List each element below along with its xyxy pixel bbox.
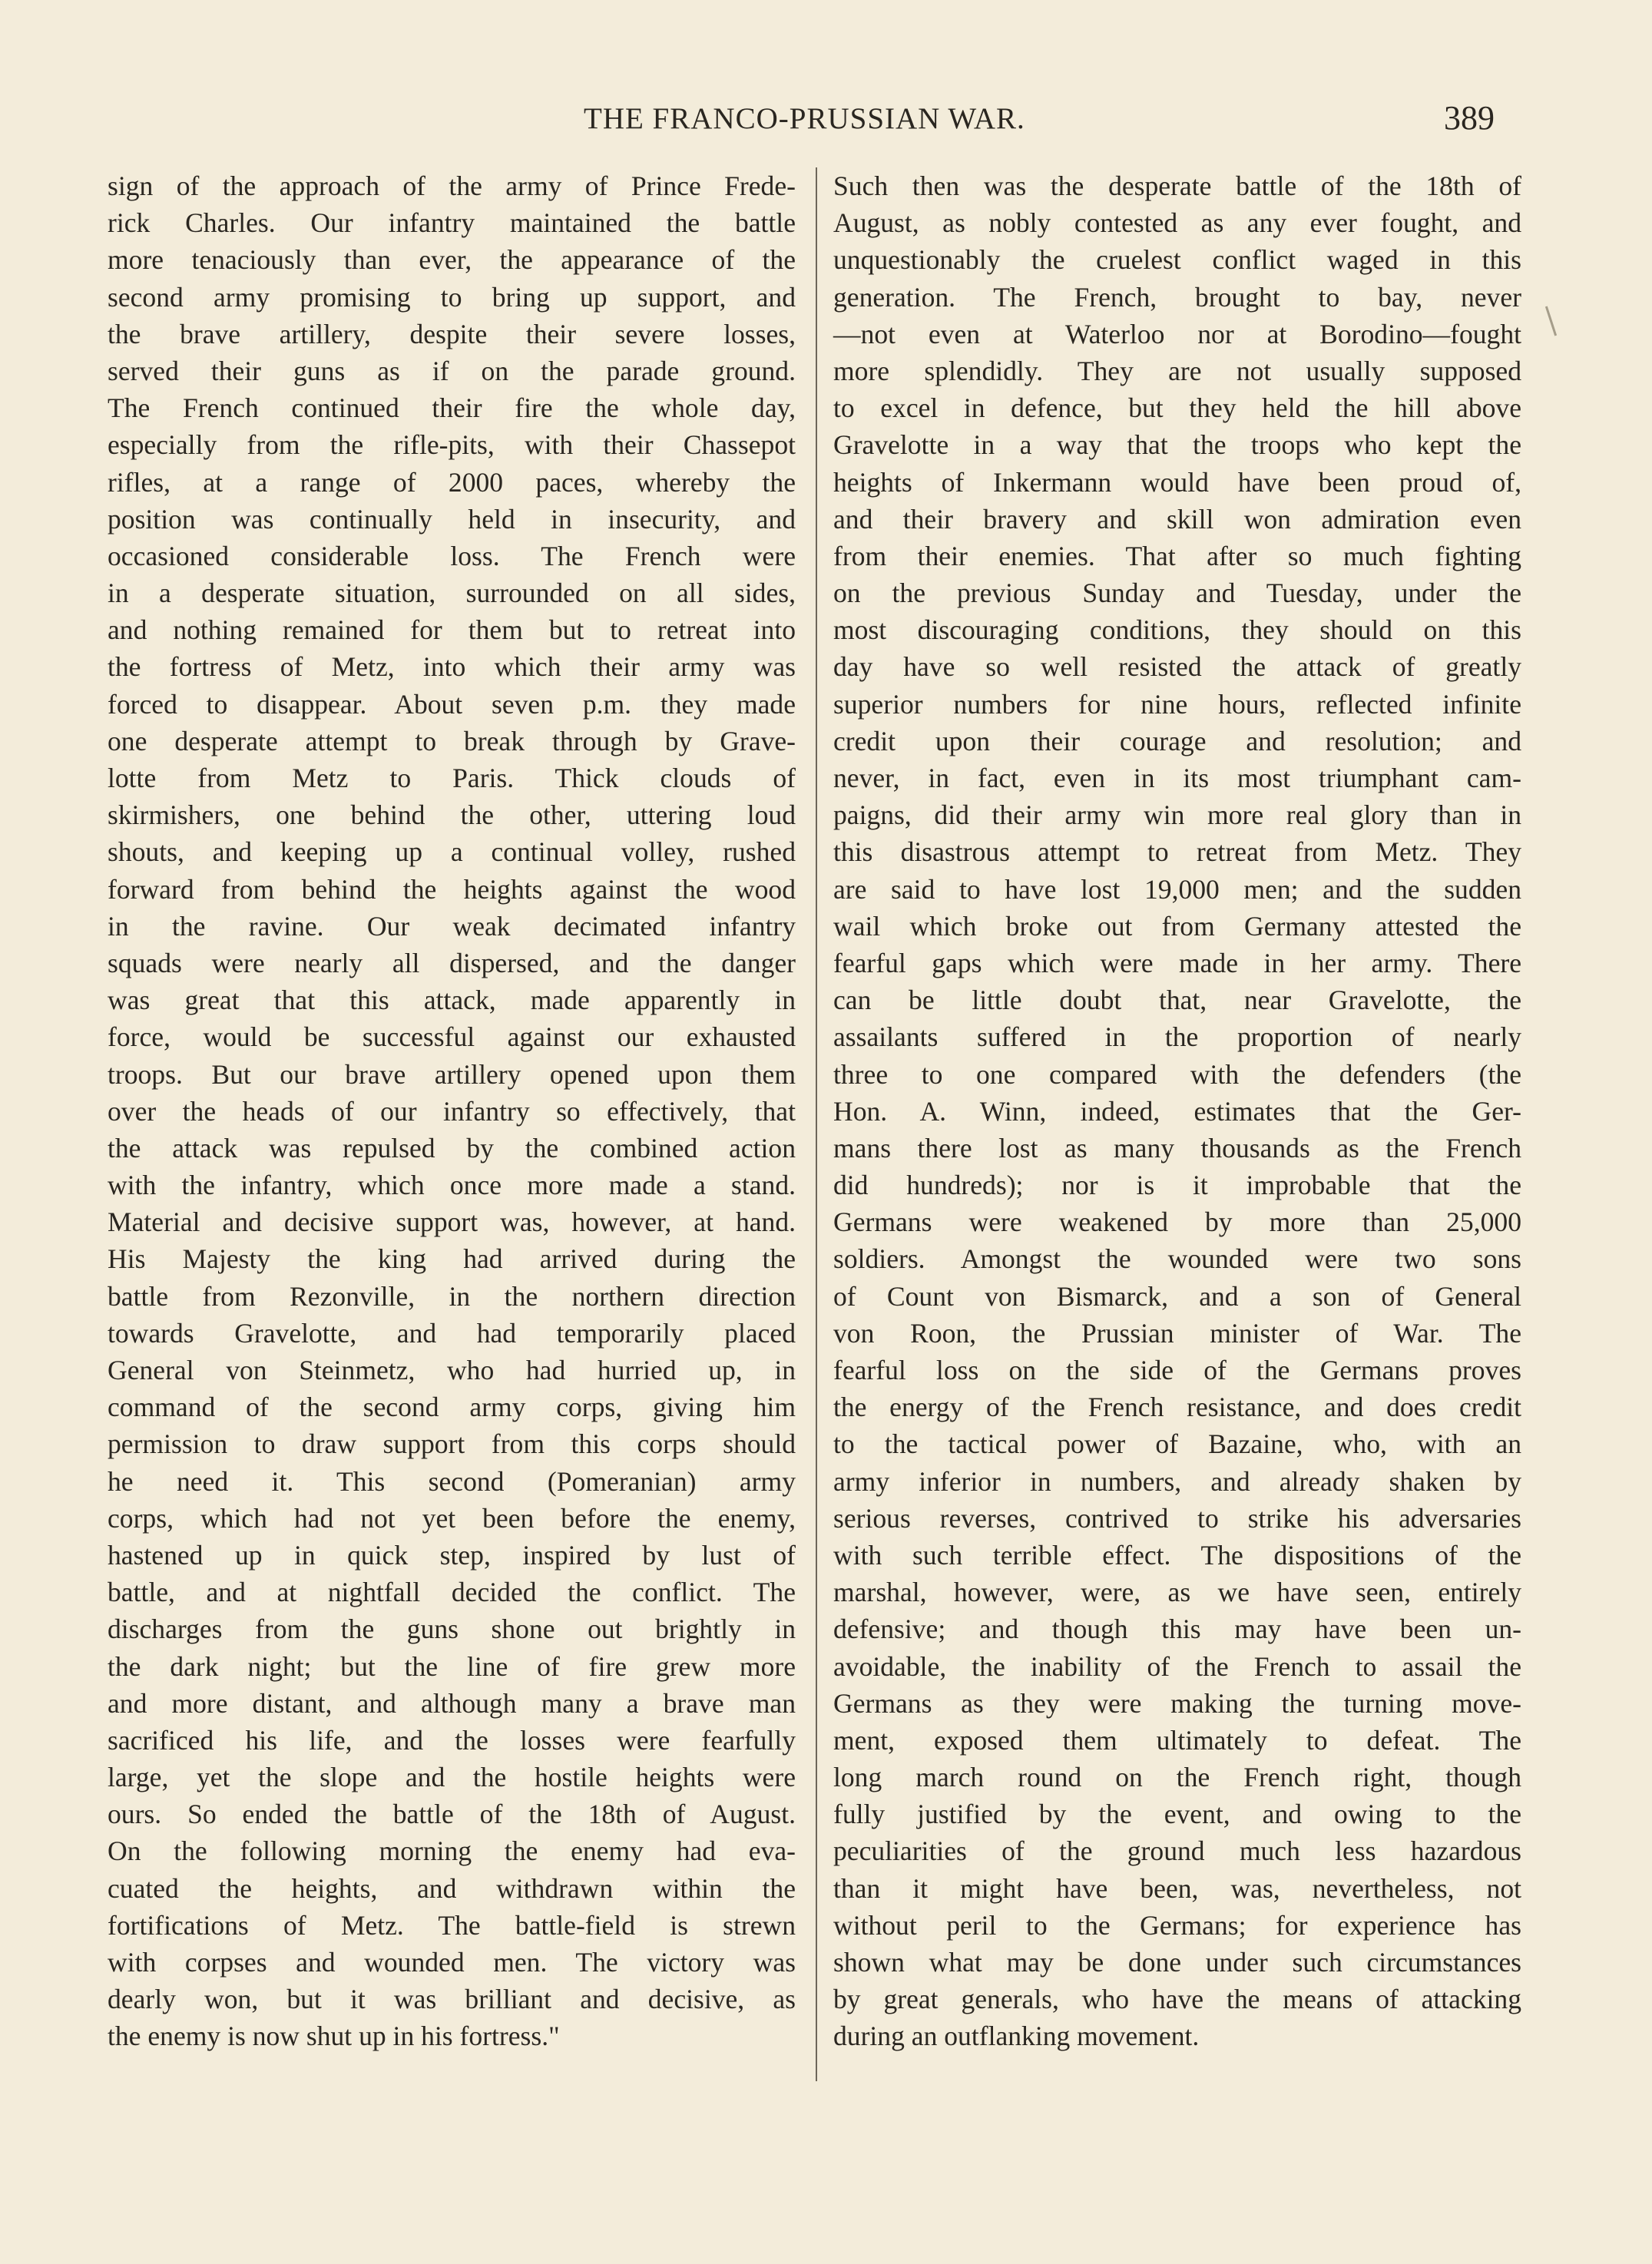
text-line: credit upon their courage and resolution; and — [833, 725, 1521, 756]
text-line: Material and decisive support was, however, at hand. — [108, 1206, 796, 1238]
text-line: battle, and at nightfall decided the conflict. The — [108, 1577, 796, 1608]
text-line: ours. So ended the battle of the 18th of August. — [108, 1799, 796, 1830]
text-line: serious reverses, contrived to strike his adversaries — [833, 1502, 1521, 1534]
text-line: one desperate attempt to break through by Grave- — [108, 725, 796, 756]
text-line: fearful gaps which were made in her army. There — [833, 947, 1521, 978]
text-line: this disastrous attempt to retreat from Metz. They — [833, 836, 1521, 868]
text-line: rifles, at a range of 2000 paces, whereby the — [108, 466, 796, 498]
text-line: second army promising to bring up support, and — [108, 281, 796, 313]
text-line: than it might have been, was, nevertheless, not — [833, 1872, 1521, 1904]
text-line: forward from behind the heights against the wood — [108, 873, 796, 905]
text-line: towards Gravelotte, and had temporarily placed — [108, 1317, 796, 1349]
text-line: lotte from Metz to Paris. Thick clouds of — [108, 763, 796, 793]
text-line: peculiarities of the ground much less hazardous — [833, 1835, 1521, 1867]
text-line: more splendidly. They are not usually supposed — [833, 355, 1521, 386]
text-line: generation. The French, brought to bay, never — [833, 281, 1521, 313]
text-line: by great generals, who have the means of attacking — [833, 1984, 1521, 2015]
text-line: fully justified by the event, and owing to the — [833, 1799, 1521, 1830]
text-line: heights of Inkermann would have been proud of, — [833, 466, 1521, 498]
text-line: more tenaciously than ever, the appearance of the — [108, 244, 796, 276]
text-line: most discouraging conditions, they should on this — [833, 614, 1521, 646]
text-line: sign of the approach of the army of Prince Frede- — [108, 170, 796, 201]
text-line: served their guns as if on the parade ground. — [108, 355, 796, 386]
text-line: avoidable, the inability of the French to assail the — [833, 1650, 1521, 1682]
text-line: in a desperate situation, surrounded on all sides, — [108, 578, 796, 609]
text-line: the attack was repulsed by the combined action — [108, 1132, 796, 1163]
text-line: marshal, however, were, as we have seen, entirely — [833, 1577, 1521, 1608]
text-line: never, in fact, even in its most triumphant cam- — [833, 763, 1521, 793]
text-line: position was continually held in insecurity, and — [108, 503, 796, 535]
text-line: permission to draw support from this corps should — [108, 1428, 796, 1460]
text-line: force, would be successful against our exhausted — [108, 1021, 796, 1053]
text-line: the energy of the French resistance, and does credit — [833, 1392, 1521, 1423]
text-line: General von Steinmetz, who had hurried up, in — [108, 1355, 796, 1385]
text-line: on the previous Sunday and Tuesday, under the — [833, 578, 1521, 609]
text-line: —not even at Waterloo nor at Borodino—fought — [833, 318, 1521, 349]
margin-mark — [1545, 306, 1557, 336]
text-line: von Roon, the Prussian minister of War. The — [833, 1317, 1521, 1349]
text-line: fearful loss on the side of the Germans proves — [833, 1355, 1521, 1385]
text-line: the enemy is now shut up in his fortress." — [108, 2021, 560, 2052]
text-line: mans there lost as many thousands as the French — [833, 1132, 1521, 1163]
text-line: defensive; and though this may have been un- — [833, 1614, 1521, 1645]
page-number: 389 — [1444, 99, 1495, 137]
text-line: Germans were weakened by more than 25,000 — [833, 1206, 1521, 1238]
text-line: long march round on the French right, though — [833, 1762, 1521, 1793]
text-line: assailants suffered in the proportion of nearly — [833, 1021, 1521, 1053]
text-line: skirmishers, one behind the other, uttering loud — [108, 799, 796, 831]
text-line: did hundreds); nor is it improbable that the — [833, 1170, 1521, 1201]
text-line: and their bravery and skill won admiration even — [833, 503, 1521, 535]
text-line: rick Charles. Our infantry maintained the battle — [108, 207, 796, 239]
text-line: battle from Rezonville, in the northern direction — [108, 1280, 796, 1312]
text-line: superior numbers for nine hours, reflected infinite — [833, 688, 1521, 720]
text-line: command of the second army corps, giving him — [108, 1392, 796, 1423]
text-line: with corpses and wounded men. The victory was — [108, 1947, 796, 1978]
text-line: August, as nobly contested as any ever fought, and — [833, 207, 1521, 239]
text-line: wail which broke out from Germany attested the — [833, 910, 1521, 942]
text-line: His Majesty the king had arrived during the — [108, 1243, 796, 1275]
text-line: corps, which had not yet been before the enemy, — [108, 1502, 796, 1534]
text-line: On the following morning the enemy had eva- — [108, 1835, 796, 1867]
text-line: the brave artillery, despite their severe losses, — [108, 318, 796, 349]
column-divider — [816, 167, 817, 2081]
text-line: soldiers. Amongst the wounded were two sons — [833, 1243, 1521, 1275]
text-line: in the ravine. Our weak decimated infantry — [108, 910, 796, 942]
text-line: hastened up in quick step, inspired by lust of — [108, 1539, 796, 1571]
text-line: with the infantry, which once more made a stand. — [108, 1170, 796, 1201]
text-line: from their enemies. That after so much fighting — [833, 540, 1521, 571]
text-line: and nothing remained for them but to retreat into — [108, 614, 796, 646]
text-line: sacrificed his life, and the losses were fearfully — [108, 1724, 796, 1756]
text-line: to the tactical power of Bazaine, who, with an — [833, 1428, 1521, 1460]
text-line: Germans as they were making the turning move- — [833, 1687, 1521, 1719]
text-line: can be little doubt that, near Gravelotte, the — [833, 985, 1521, 1016]
text-line: paigns, did their army win more real glory than in — [833, 799, 1521, 831]
text-line: day have so well resisted the attack of greatly — [833, 651, 1521, 683]
text-line: with such terrible effect. The dispositions of the — [833, 1539, 1521, 1571]
text-line: the dark night; but the line of fire grew more — [108, 1650, 796, 1682]
text-line: dearly won, but it was brilliant and decisive, as — [108, 1984, 796, 2015]
text-line: shown what may be done under such circumstances — [833, 1947, 1521, 1978]
text-line: without peril to the Germans; for experience has — [833, 1909, 1521, 1941]
text-line: three to one compared with the defenders (the — [833, 1058, 1521, 1090]
text-line: troops. But our brave artillery opened upon them — [108, 1058, 796, 1090]
text-line: army inferior in numbers, and already shaken by — [833, 1465, 1521, 1497]
right-column — [833, 167, 1521, 2055]
text-line: cuated the heights, and withdrawn within the — [108, 1872, 796, 1904]
running-title: THE FRANCO-PRUSSIAN WAR. — [584, 102, 1025, 135]
text-line: discharges from the guns shone out brightly in — [108, 1614, 796, 1645]
text-line: forced to disappear. About seven p.m. they made — [108, 688, 796, 720]
text-line: The French continued their fire the whole day, — [108, 392, 796, 424]
text-line: unquestionably the cruelest conflict waged in this — [833, 244, 1521, 276]
text-line: are said to have lost 19,000 men; and the sudden — [833, 873, 1521, 905]
text-line: occasioned considerable loss. The French were — [108, 540, 796, 571]
text-line: Hon. A. Winn, indeed, estimates that the Ger- — [833, 1095, 1521, 1127]
text-line: Gravelotte in a way that the troops who kept the — [833, 429, 1521, 461]
text-line: and more distant, and although many a brave man — [108, 1687, 796, 1719]
text-line: large, yet the slope and the hostile heights were — [108, 1762, 796, 1793]
text-line: over the heads of our infantry so effectively, that — [108, 1095, 796, 1127]
text-line: during an outflanking movement. — [833, 2021, 1200, 2052]
text-line: squads were nearly all dispersed, and the danger — [108, 947, 796, 978]
text-line: to excel in defence, but they held the hill above — [833, 392, 1521, 424]
text-line: Such then was the desperate battle of the 18th of — [833, 170, 1521, 201]
text-line: the fortress of Metz, into which their army was — [108, 651, 796, 683]
text-line: ment, exposed them ultimately to defeat. The — [833, 1724, 1521, 1756]
left-column — [108, 167, 796, 2055]
text-line: shouts, and keeping up a continual volley, rushed — [108, 836, 796, 868]
text-line: he need it. This second (Pomeranian) army — [108, 1465, 796, 1497]
text-line: was great that this attack, made apparently in — [108, 985, 796, 1016]
text-line: of Count von Bismarck, and a son of General — [833, 1280, 1521, 1312]
text-line: especially from the rifle-pits, with their Chassepot — [108, 429, 796, 461]
text-line: fortifications of Metz. The battle-field is strewn — [108, 1909, 796, 1941]
